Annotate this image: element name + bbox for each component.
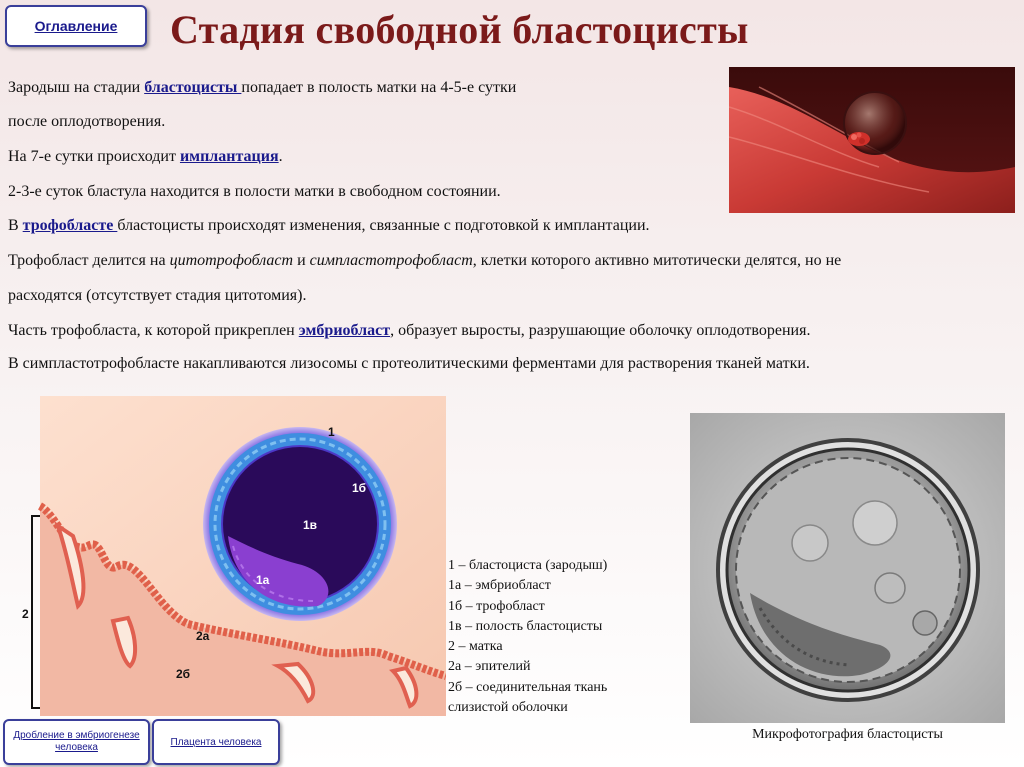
paragraph-3: 2-3-е суток бластула находится в полости матки в свободном состоянии.: [8, 183, 501, 200]
legend-item: слизистой оболочки: [448, 700, 568, 716]
paragraph-7: В симпластотрофобласте накапливаются лизосомы с протеолитическими ферментами для растворения тканей матки.: [8, 355, 810, 372]
micrograph-caption: Микрофотография бластоцисты: [752, 727, 943, 742]
trophoblast-link[interactable]: трофобласте: [22, 217, 118, 234]
legend-item: 1в – полость бластоцисты: [448, 618, 603, 634]
paragraph-5-cont: расходятся (отсутствует стадия цитотомия).: [8, 287, 307, 304]
text: и: [293, 252, 310, 269]
legend-item: 2б – соединительная ткань: [448, 679, 608, 695]
next-topic-button[interactable]: Плацента человека: [152, 719, 280, 765]
paragraph-1: [8, 79, 516, 97]
text: , образует выросты, разрушающие оболочку оплодотворения.: [390, 322, 811, 339]
paragraph-1-cont: [8, 113, 165, 131]
legend-item: 2а – эпителий: [448, 659, 531, 675]
label-2: 2: [22, 607, 29, 621]
text: На 7-е сутки происходит: [8, 148, 180, 165]
legend-item: 1б – трофобласт: [448, 598, 545, 614]
text: Часть трофобласта, к которой прикреплен: [8, 322, 299, 339]
text: после оплодотворения.: [8, 113, 166, 130]
paragraph-5: [8, 252, 841, 270]
text: .: [278, 148, 283, 165]
label-2a: 2а: [196, 629, 210, 643]
label-1a: 1а: [256, 573, 270, 587]
text: Трофобласт делится на: [8, 252, 170, 269]
implantation-link[interactable]: имплантация: [179, 148, 279, 165]
text: попадает в полость матки на 4-5-е сутки: [241, 79, 517, 96]
diagram-legend: [448, 556, 607, 718]
paragraph-6: [8, 322, 810, 340]
text: В: [8, 217, 23, 234]
prev-topic-button[interactable]: Дробление в эмбриогенезе человека: [3, 719, 150, 765]
embryoblast-link[interactable]: эмбриобласт: [298, 322, 391, 339]
paragraph-4: [8, 217, 650, 235]
page-title: Стадия свободной бластоцисты: [170, 7, 749, 52]
label-1b: 1б: [352, 481, 367, 495]
legend-item: 1а – эмбриобласт: [448, 578, 551, 594]
implantation-photo: [729, 67, 1015, 213]
text: цитотрофобласт: [169, 252, 294, 269]
label-1v: 1в: [303, 518, 318, 532]
text: бластоцисты происходят изменения, связанные с подготовкой к имплантации.: [117, 217, 650, 234]
text: Зародыш на стадии: [8, 79, 145, 96]
text: , клетки которого активно митотически делятся, но не: [472, 252, 842, 269]
blastocyst-micrograph: [690, 413, 1005, 723]
legend-item: 2 – матка: [448, 639, 503, 655]
blastocyst-diagram: [18, 396, 446, 716]
blastocyst-link[interactable]: бластоцисты: [144, 79, 242, 96]
paragraph-2: [8, 148, 283, 166]
label-2b: 2б: [176, 667, 191, 681]
text: симпластотрофобласт: [309, 252, 473, 269]
legend-item: 1 – бластоциста (зародыш): [448, 558, 608, 573]
label-1: 1: [328, 425, 335, 439]
toc-button[interactable]: Оглавление: [5, 5, 147, 47]
